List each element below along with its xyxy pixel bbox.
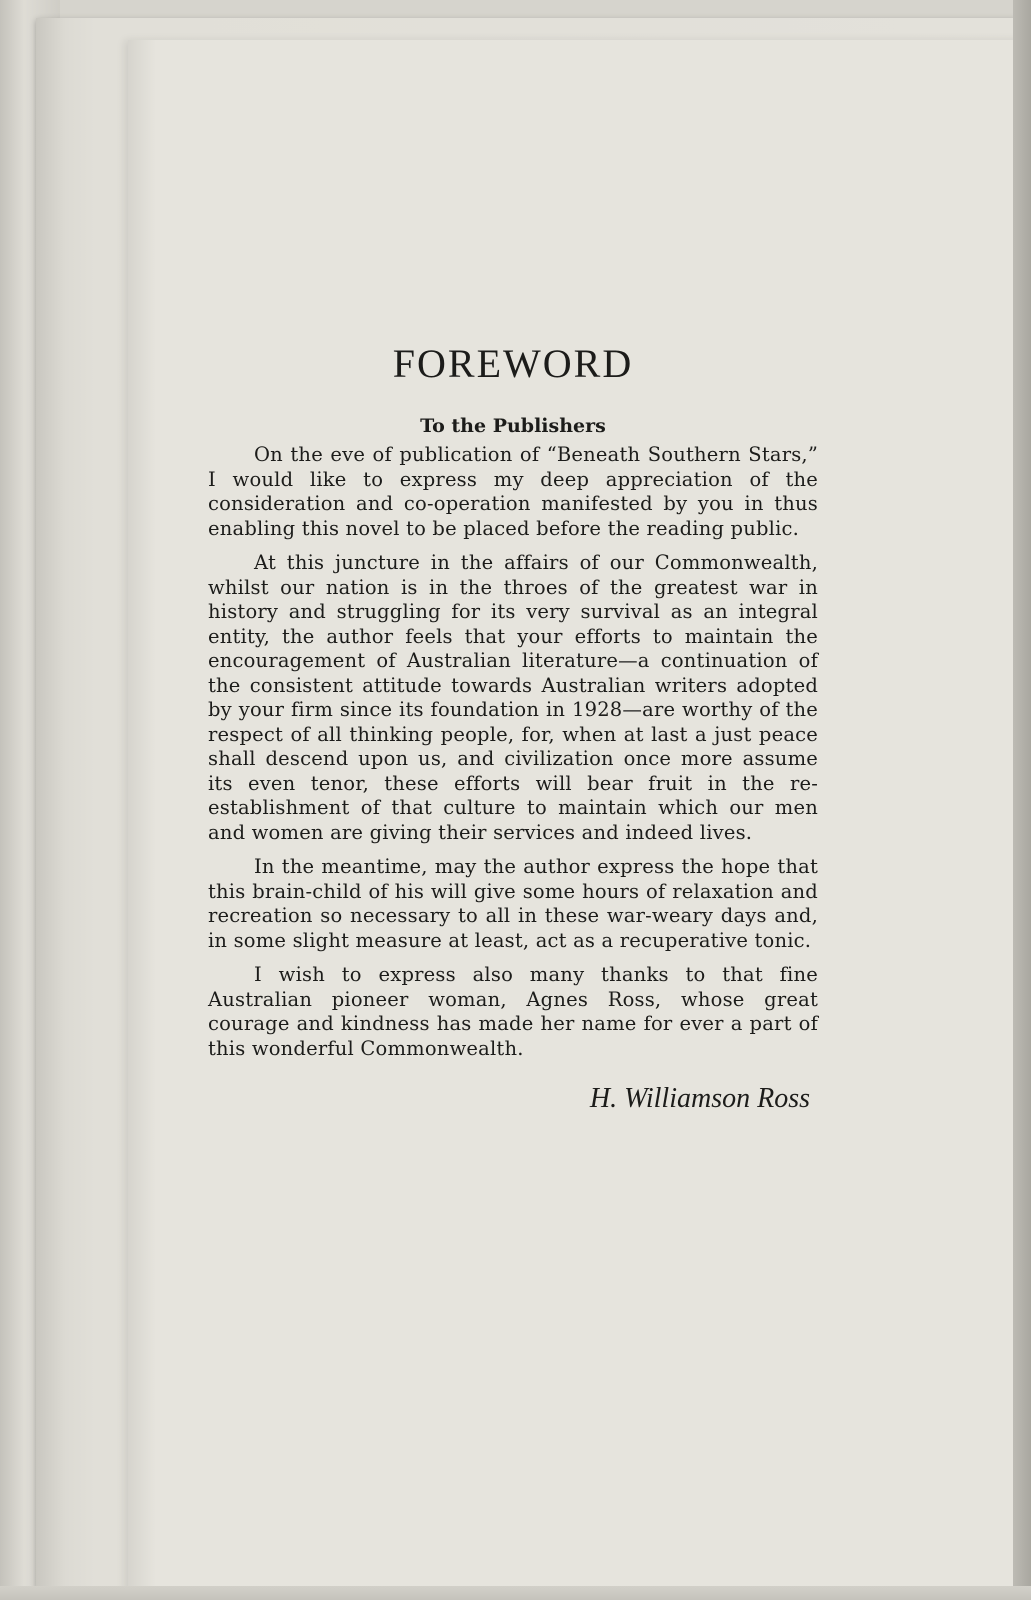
paragraph-4: I wish to express also many thanks to that fine Australian pioneer woman, Agnes Ross, whose great courage and kindness has made her name for ever a part of this wonderful Commonwealth. <box>208 963 818 1060</box>
paragraph-3: In the meantime, may the author express the hope that this brain-child of his will give some hours of relaxation and recreation so necessary to all in these war-weary days and, in some slight measure at least, act as a recuperative tonic. <box>208 855 818 952</box>
page-edge-right <box>1013 0 1031 1600</box>
page-title: FOREWORD <box>392 341 634 386</box>
paragraph-2: At this juncture in the affairs of our Commonwealth, whilst our nation is in the throes of the greatest war in history and struggling for its very survival as an integral entity, the author feels that your efforts to maintain the encouragement of Australian literature—a continuation of the consistent attitude towards Australian writers adopted by your firm since its foundation in 1928—are worthy of the respect of all thinking people, for, when at last a just peace shall descend upon us, and civilization once more assume its even tenor, these efforts will bear fruit in the re-establishment of that culture to maintain which our men and women are giving their services and indeed lives. <box>208 551 818 844</box>
page-stack <box>36 18 1016 1588</box>
book-page <box>128 40 1031 1600</box>
paragraph-1: On the eve of publication of “Beneath Southern Stars,” I would like to express my deep appreciation of the consideration and co-operation manifested by you in thus enabling this novel to be placed before the reading public. <box>208 443 818 540</box>
page-edge-bottom <box>0 1586 1031 1600</box>
author-signature: H. Williamson Ross <box>589 1083 810 1114</box>
foreword-content <box>208 340 818 1115</box>
foreword-subtitle: To the Publishers <box>420 415 606 437</box>
